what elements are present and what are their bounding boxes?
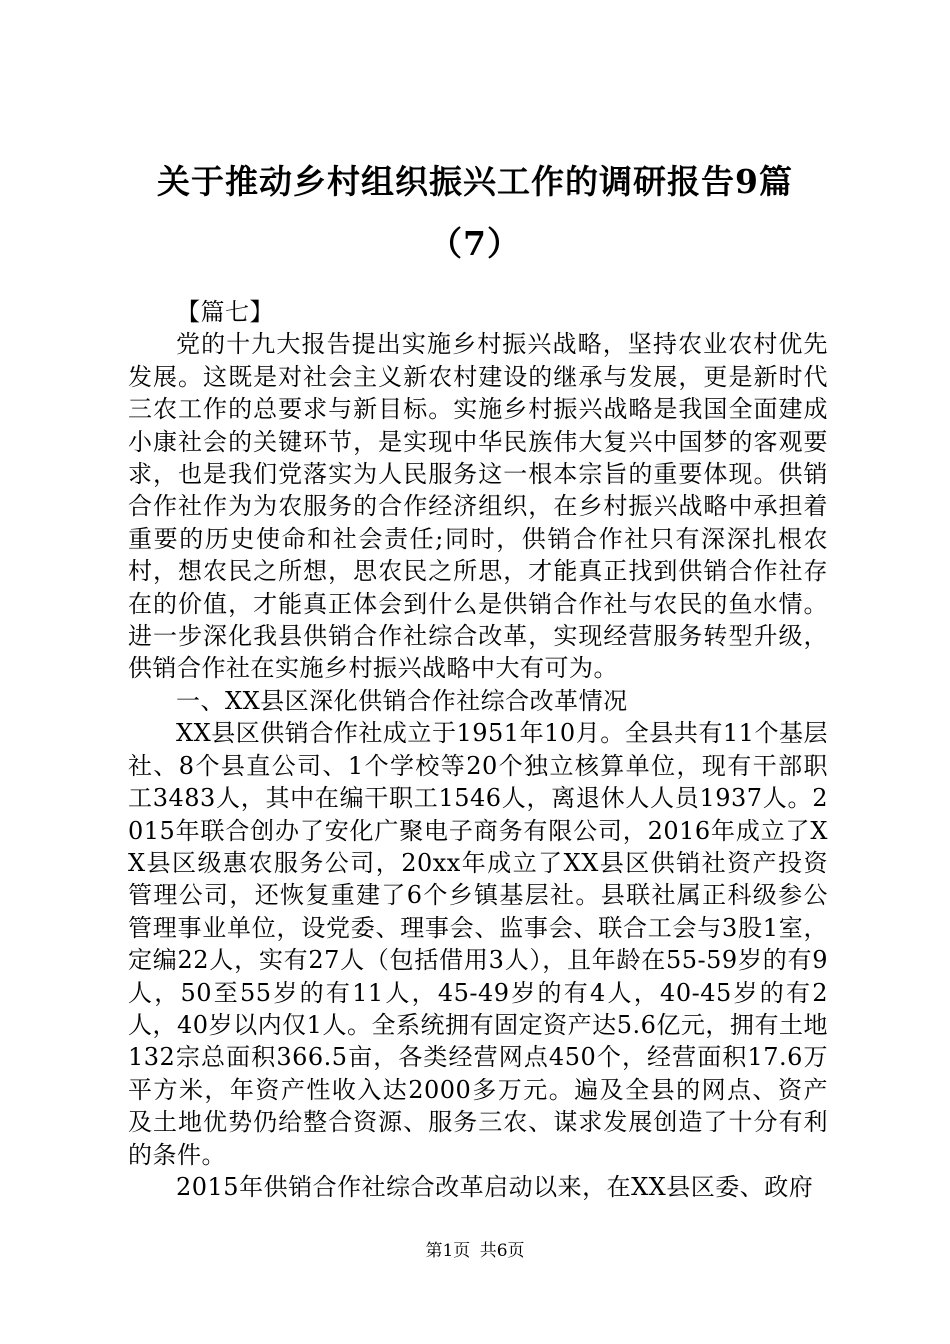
document-title-line1: 关于推动乡村组织振兴工作的调研报告9篇	[157, 162, 793, 201]
body-paragraph: XX县区供销合作社成立于1951年10月。全县共有11个基层社、8个县直公司、1个学校等20个独立核算单位，现有干部职工3483人，其中在编干职工1546人，离退休人人员1937人。2015年联合创办了安化广聚电子商务有限公司，2016年成立了XX县区级惠农服务公司，20xx年成立了XX县区供销社资产投资管理公司，还恢复重建了6个乡镇基层社。县联社属正科级参公管理事业单位，设党委、理事会、监事会、联合工会与3股1室，定编22人，实有27人（包括借用3人），且年龄在55-59岁的有9人，50至55岁的有11人，45-49岁的有4人，40-45岁的有2人，40岁以内仅1人。全系统拥有固定资产达5.6亿元，拥有土地132宗总面积366.5亩，各类经营网点450个，经营面积17.6万平方米，年资产性收入达2000多万元。遍及全县的网点、资产及土地优势仍给整合资源、服务三农、谋求发展创造了十分有利的条件。	[128, 719, 828, 1169]
page-footer	[0, 1240, 950, 1262]
document-title-line2: （7）	[429, 224, 521, 263]
section-label: 【篇七】	[176, 298, 274, 326]
section-heading: 一、XX县区深化供销合作社综合改革情况	[176, 686, 628, 715]
document-body	[128, 296, 828, 1203]
body-paragraph: 党的十九大报告提出实施乡村振兴战略，坚持农业农村优先发展。这既是对社会主义新农村建设的继承与发展，更是新时代三农工作的总要求与新目标。实施乡村振兴战略是我国全面建成小康社会的关键环节，是实现中华民族伟大复兴中国梦的客观要求，也是我们党落实为人民服务这一根本宗旨的重要体现。供销合作社作为为农服务的合作经济组织，在乡村振兴战略中承担着重要的历史使命和社会责任;同时，供销合作社只有深深扎根农村，想农民之所想，思农民之所思，才能真正找到供销合作社存在的价值，才能真正体会到什么是供销合作社与农民的鱼水情。进一步深化我县供销合作社综合改革，实现经营服务转型升级，供销合作社在实施乡村振兴战略中大有可为。	[128, 330, 828, 683]
page-total: 共6页	[479, 1241, 525, 1261]
page-number: 第1页	[425, 1241, 471, 1261]
body-paragraph: 2015年供销合作社综合改革启动以来，在XX县区委、政府	[176, 1172, 814, 1201]
